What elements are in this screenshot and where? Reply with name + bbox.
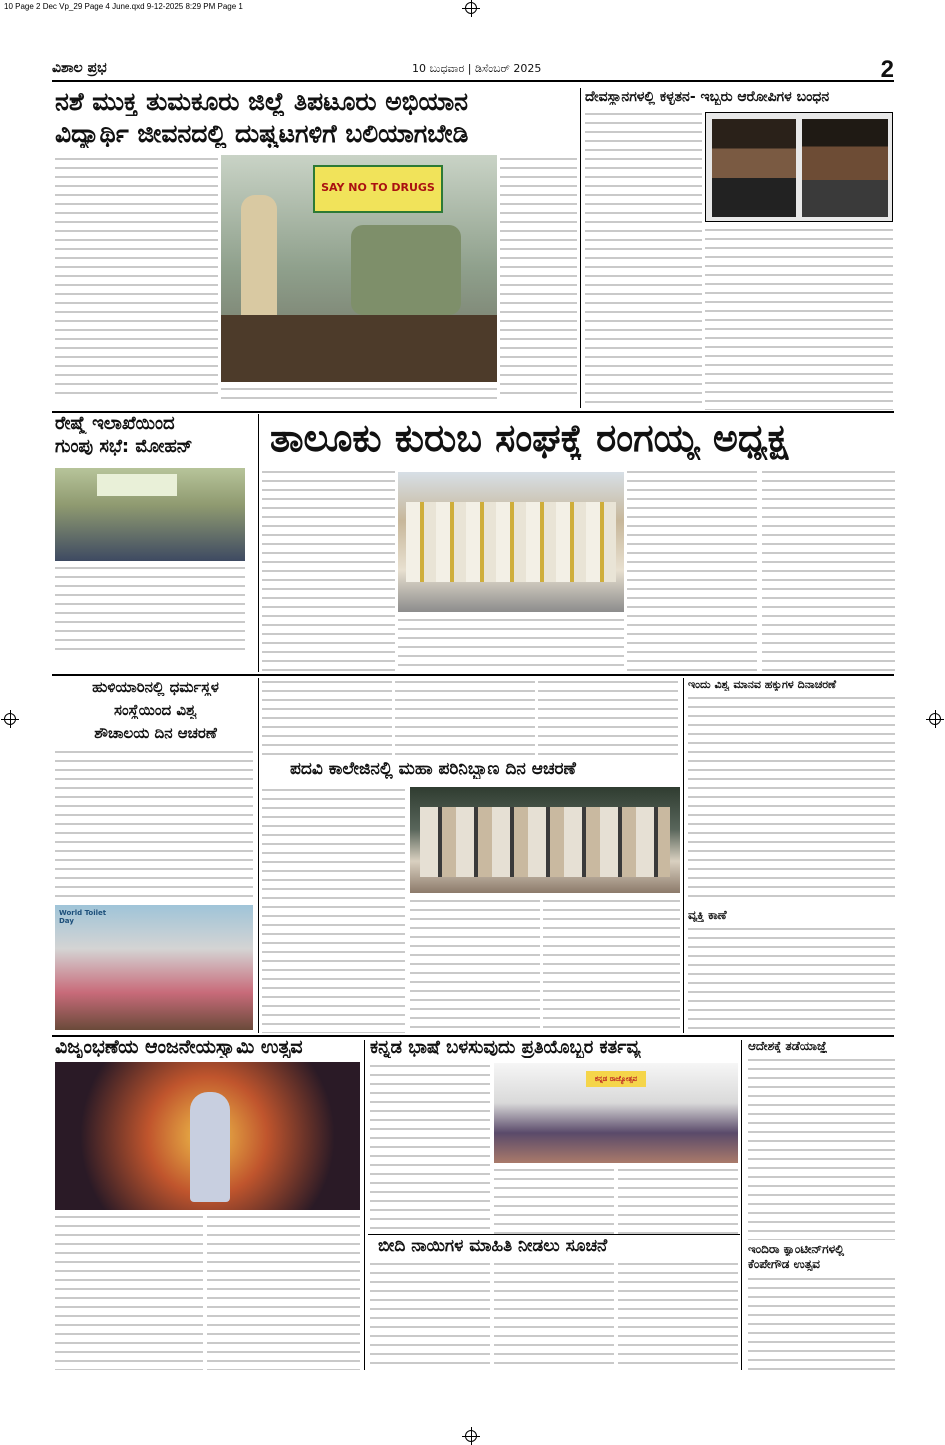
- article-body: [538, 678, 678, 758]
- section-rule: [52, 674, 894, 676]
- article-headline: ಬೀದಿ ನಾಯಿಗಳ ಮಾಹಿತಿ ನೀಡಲು ಸೂಚನೆ: [378, 1237, 608, 1256]
- people-group: [420, 807, 670, 877]
- article-headline: ಗುಂಪು ಸಭೆ: ಮೋಹನ್: [55, 437, 193, 457]
- article-headline: ವಿದ್ಯಾರ್ಥಿ ಜೀವನದಲ್ಲಿ ದುಷ್ಚಟಗಳಿಗೆ ಬಲಿಯಾಗಬೇಡಿ: [55, 120, 469, 148]
- print-slug: 10 Page 2 Dec Vp_29 Page 4 June.qxd 9-12-2025 8:29 PM Page 1: [4, 2, 243, 11]
- article-headline: ಸಂಸ್ಥೆಯಿಂದ ವಿಶ್ವ: [114, 702, 197, 719]
- article-body: [688, 925, 895, 1033]
- column-rule: [683, 678, 684, 1033]
- article-headline: ತಾಲೂಕು ಕುರುಬ ಸಂಘಕ್ಕೆ ರಂಗಯ್ಯ ಅಧ್ಯಕ್ಷ: [270, 418, 789, 460]
- registration-mark-icon: [4, 713, 16, 725]
- photo-banner: ಕನ್ನಡ ರಾಜ್ಯೋತ್ಸವ: [586, 1071, 646, 1087]
- person-figure: [241, 195, 277, 315]
- article-headline: ಇಂದು ವಿಶ್ವ ಮಾನವ ಹಕ್ಕುಗಳ ದಿನಾಚರಣೆ: [688, 679, 837, 691]
- article-headline: ಹುಳಿಯಾರಿನಲ್ಲಿ ಧರ್ಮಸ್ಥಳ: [92, 679, 219, 696]
- article-photo: [221, 155, 497, 382]
- people-group: [406, 502, 616, 582]
- suspects-photo: [705, 112, 893, 222]
- article-photo: [55, 905, 253, 1030]
- article-body: [585, 110, 702, 410]
- article-headline: ಕನ್ನಡ ಭಾಷೆ ಬಳಸುವುದು ಪ್ರತಿಯೊಬ್ಬರ ಕರ್ತವ್ಯ: [370, 1038, 641, 1058]
- photo-caption: [221, 385, 497, 399]
- stage-table: [221, 315, 497, 382]
- article-body: [370, 1260, 490, 1370]
- article-headline: ಪದವಿ ಕಾಲೇಜಿನಲ್ಲಿ ಮಹಾ ಪರಿನಿಬ್ಬಾಣ ದಿನ ಆಚರಣೆ: [290, 760, 576, 779]
- article-body: [748, 1056, 895, 1240]
- column-rule: [364, 1040, 365, 1370]
- date-line: 10 ಬುಧವಾರ | ಡಿಸೆಂಬರ್ 2025: [412, 62, 542, 75]
- article-headline: ವಿಜೃಂಭಣೆಯ ಆಂಜನೇಯಸ್ವಾಮಿ ಉತ್ಸವ: [55, 1037, 303, 1058]
- article-body: [55, 155, 218, 398]
- article-headline: ಇಂದಿರಾ ಕ್ಯಾಂಟೀನ್‌ಗಳಲ್ಲಿ: [748, 1243, 845, 1256]
- registration-mark-icon: [465, 1430, 477, 1442]
- article-body: [688, 694, 895, 904]
- page-number: 2: [880, 56, 894, 83]
- article-body: [618, 1260, 738, 1370]
- article-body: [618, 1166, 738, 1234]
- article-body: [705, 226, 893, 410]
- article-body: [543, 897, 680, 1033]
- article-headline: ಕೆಂಪೇಗೌಡ ಉತ್ಸವ: [748, 1258, 820, 1271]
- column-rule: [741, 1040, 742, 1370]
- article-photo: [55, 468, 245, 561]
- article-headline: ಶೌಚಾಲಯ ದಿನ ಆಚರಣೆ: [94, 725, 217, 742]
- suspect-portrait: [712, 119, 796, 217]
- article-body: [262, 678, 392, 758]
- article-body: [55, 748, 253, 901]
- article-body: [748, 1275, 895, 1370]
- registration-mark-icon: [465, 2, 477, 14]
- photo-banner: SAY NO TO DRUGS: [313, 165, 443, 213]
- paper-name: ವಿಶಾಲ ಪ್ರಭ: [52, 60, 107, 76]
- article-body: [762, 468, 895, 671]
- article-body: [627, 468, 757, 671]
- article-body: [410, 897, 540, 1033]
- article-body: [500, 155, 577, 398]
- article-body: [395, 678, 535, 758]
- article-body: [494, 1260, 614, 1370]
- article-body: [55, 564, 245, 650]
- column-rule: [258, 414, 259, 672]
- article-body: [55, 1213, 203, 1370]
- photo-banner: World Toilet Day: [59, 909, 107, 925]
- deity-figure: [190, 1092, 230, 1202]
- article-headline: ದೇವಸ್ಥಾನಗಳಲ್ಲಿ ಕಳ್ಳತನ- ಇಬ್ಬರು ಆರೋಪಿಗಳ ಬಂಧನ: [585, 90, 830, 105]
- article-headline: ರೇಷ್ಮೆ ಇಲಾಖೆಯಿಂದ: [55, 414, 175, 434]
- registration-mark-icon: [929, 713, 941, 725]
- section-rule: [368, 1234, 740, 1235]
- article-headline: ಆದೇಶಕ್ಕೆ ತಡೆಯಾಜ್ಞೆ: [748, 1040, 828, 1053]
- column-rule: [580, 88, 581, 408]
- article-body: [262, 468, 395, 671]
- article-photo: [494, 1063, 738, 1163]
- article-body: [262, 786, 405, 1033]
- article-body: [494, 1166, 614, 1234]
- article-body: [207, 1213, 360, 1370]
- suspect-portrait: [802, 119, 888, 217]
- masthead: [52, 58, 894, 82]
- article-body: [398, 616, 624, 672]
- photo-banner: [97, 474, 177, 496]
- section-rule: [52, 411, 894, 413]
- column-rule: [258, 678, 259, 1033]
- article-kicker: ನಶೆ ಮುಕ್ತ ತುಮಕೂರು ಜಿಲ್ಲೆ ತಿಪಟೂರು ಅಭಿಯಾನ: [55, 88, 469, 116]
- people-group: [351, 225, 461, 315]
- article-photo: [410, 787, 680, 893]
- article-body: [370, 1062, 490, 1232]
- article-headline: ವ್ಯಕ್ತಿ ಕಾಣೆ: [688, 909, 727, 922]
- article-photo: [398, 472, 624, 612]
- article-photo: [55, 1062, 360, 1210]
